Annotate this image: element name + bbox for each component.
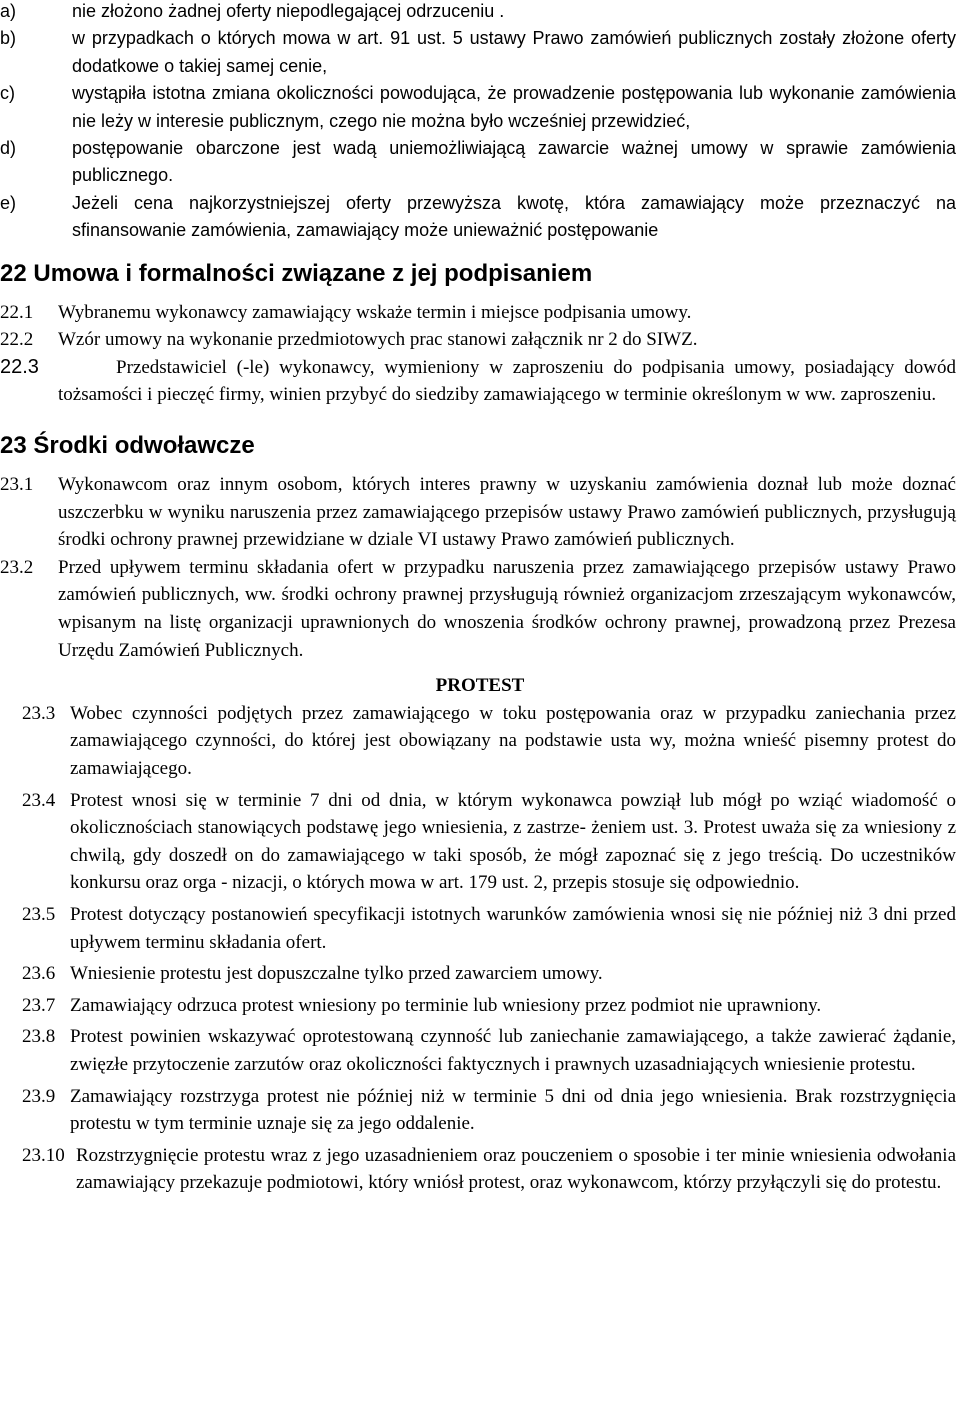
list-text: Jeżeli cena najkorzystniejszej oferty przewyższa kwotę, która zamawiający może przeznaczyć na sfinansowanie zamówienia, zamawiający może unieważnić postępowanie <box>72 192 956 241</box>
list-item-23-3 <box>0 700 960 783</box>
item-text: Przed upływem terminu składania ofert w przypadku naruszenia przez zamawiającego przepisów ustawy Prawo zamówień publicznych, ww. środki ochrony prawnej przysługują również organizacjom zrzeszającym wykonawców, wpisanym na listę organizacji uprawnionych do wnoszenia środków ochrony prawnej, prowadzoną przez Prezesa Urzędu Zamówień Publicznych. <box>58 556 956 661</box>
item-number: 23.5 <box>22 903 56 925</box>
list-item-23-7 <box>0 992 960 1020</box>
item-text: Wzór umowy na wykonanie przedmiotowych prac stanowi załącznik nr 2 do SIWZ. <box>58 329 698 351</box>
list-item-a <box>0 0 960 25</box>
item-text: Zamawiający odrzuca protest wniesiony po terminie lub wniesiony przez podmiot nie uprawniony. <box>70 994 822 1016</box>
list-item-22-2 <box>0 326 960 354</box>
list-item-23-8 <box>0 1023 960 1078</box>
item-number: 23.8 <box>22 1026 56 1048</box>
item-text: Rozstrzygnięcie protestu wraz z jego uzasadnieniem oraz pouczeniem o sposobie i ter minie wniesienia odwołania zamawiający przekazuje podmiotowi, który wniósł protest, oraz wykonawcom, którzy przyłączyli się do protestu. <box>76 1144 956 1194</box>
section-23-heading: 23 Środki odwoławcze <box>0 432 255 460</box>
list-item-23-6 <box>0 960 960 988</box>
list-item-22-1 <box>0 299 960 327</box>
section-22-list <box>0 299 960 409</box>
list-text: w przypadkach o których mowa w art. 91 ust. 5 ustawy Prawo zamówień publicznych zostały złożone oferty dodatkowe o takiej samej cenie, <box>72 28 956 76</box>
item-number: 23.9 <box>22 1085 56 1107</box>
list-label: a) <box>0 1 17 21</box>
item-number: 23.2 <box>0 556 34 578</box>
protest-list <box>0 700 960 1197</box>
list-item-c <box>0 80 960 135</box>
list-item-23-5 <box>0 901 960 956</box>
item-number: 23.1 <box>0 474 34 496</box>
item-text: Wybranemu wykonawcy zamawiający wskaże termin i miejsce podpisania umowy. <box>58 301 692 323</box>
list-label: d) <box>0 138 17 159</box>
item-text: Wniesienie protestu jest dopuszczalne tylko przed zawarciem umowy. <box>70 963 603 985</box>
list-item-23-2 <box>0 554 960 664</box>
item-number: 23.7 <box>22 994 56 1016</box>
list-item-23-9 <box>0 1083 960 1138</box>
item-text: Protest wnosi się w terminie 7 dni od dnia, w którym wykonawca powziął lub mógł po wziąć wiadomość o okolicznościach stanowiących podstawę jego wniesienia, z zastrze- żeniem ust. 3. Protest uważa się za wniesiony z chwilą, gdy doszedł on do zamawiającego w taki sposób, że mógł zapoznać się z jego treścią. Do uczestników konkursu oraz orga - nizacji, o których mowa w art. 179 ust. 2, przepis stosuje się odpowiednio. <box>70 789 956 894</box>
list-text: nie złożono żadnej oferty niepodlegającej odrzuceniu . <box>72 1 505 21</box>
item-number: 23.6 <box>22 963 56 985</box>
list-item-22-3 <box>0 354 960 409</box>
list-text: postępowanie obarczone jest wadą uniemożliwiającą zawarcie ważnej umowy w sprawie zamówienia publicznego. <box>72 138 956 186</box>
list-item-d <box>0 135 960 190</box>
item-text: Przedstawiciel (-le) wykonawcy, wymieniony w zaproszeniu do podpisania umowy, posiadający dowód tożsamości i pieczęć firmy, winien przybyć do siedziby zamawiającego w terminie określonym w ww. zaproszeniu. <box>58 356 956 406</box>
list-item-23-4 <box>0 787 960 897</box>
item-text: Protest powinien wskazywać oprotestowaną czynność lub zaniechanie zamawiającego, a także zawierać żądanie, zwięzłe przytoczenie zarzutów oraz okoliczności faktycznych i prawnych uzasadniających wniesienie protestu. <box>70 1026 956 1075</box>
list-item-e <box>0 190 960 245</box>
list-item-b <box>0 25 960 80</box>
section-23-list <box>0 471 960 664</box>
item-text: Protest dotyczący postanowień specyfikacji istotnych warunków zamówienia wnosi się nie później niż 3 dni przed upływem terminu składania ofert. <box>70 903 956 953</box>
item-number: 22.2 <box>0 329 34 351</box>
item-number: 23.3 <box>22 702 56 724</box>
list-label: b) <box>0 28 17 49</box>
item-number: 23.10 <box>22 1144 65 1166</box>
item-number: 22.3 <box>0 355 39 378</box>
item-text: Zamawiający rozstrzyga protest nie później niż w terminie 5 dni od dnia jego wniesienia. Brak rozstrzygnięcia protestu w tym terminie uznaje się za jego oddalenie. <box>70 1085 956 1135</box>
list-label: c) <box>0 83 15 104</box>
protest-title: PROTEST <box>435 675 525 697</box>
list-a-e <box>0 0 960 245</box>
item-number: 22.1 <box>0 301 34 323</box>
list-text: wystąpiła istotna zmiana okoliczności powodująca, że prowadzenie postępowania lub wykonanie zamówienia nie leży w interesie publicznym, czego nie można było wcześniej przewidzieć, <box>72 83 956 131</box>
list-item-23-1 <box>0 471 960 554</box>
section-22-heading: 22 Umowa i formalności związane z jej podpisaniem <box>0 259 593 287</box>
item-text: Wobec czynności podjętych przez zamawiającego w toku postępowania oraz w przypadku zaniechania przez zamawiającego czynności, do której jest obowiązany na podstawie usta wy, można wnieść pisemny protest do zamawiającego. <box>70 702 956 779</box>
list-item-23-10 <box>0 1142 960 1197</box>
item-number: 23.4 <box>22 789 56 811</box>
item-text: Wykonawcom oraz innym osobom, których interes prawny w uzyskaniu zamówienia doznał lub może doznać uszczerbku w wyniku naruszenia przez zamawiającego przepisów ustawy Prawo zamówień publicznych, przysługują środki ochrony prawnej przewidziane w dziale VI ustawy Prawo zamówień publicznych. <box>58 474 956 551</box>
list-label: e) <box>0 192 17 213</box>
